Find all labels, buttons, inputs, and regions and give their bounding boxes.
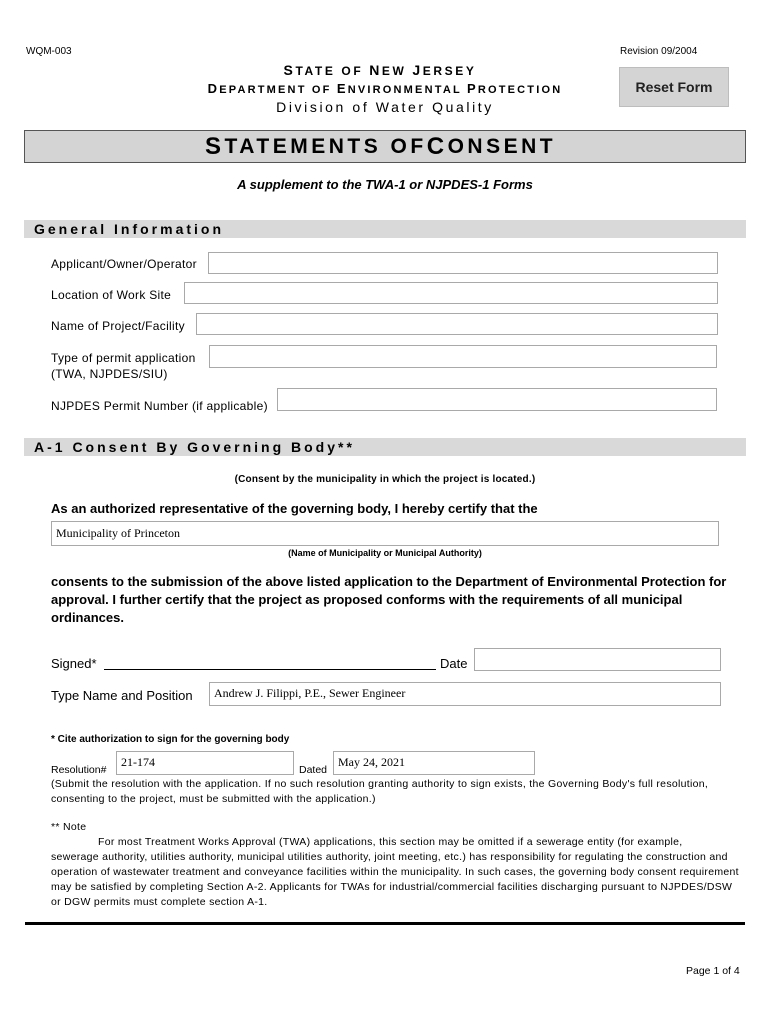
location-label: Location of Work Site — [51, 288, 172, 302]
certify-text: As an authorized representative of the governing body, I hereby certify that the — [51, 501, 538, 516]
submit-resolution-note: (Submit the resolution with the application. If no such resolution granting authority to sign exists, the Governing Body's full resolution, consenting to the project, must be submitted with the application.) — [51, 778, 709, 805]
consent-text: consents to the submission of the above listed application to the Department of Environmental Protection for approval. I further certify that the project as proposed conforms with the requirements of all municipal ordinances. — [51, 574, 727, 625]
permit-number-input[interactable] — [277, 388, 717, 411]
note-text-first-line: For most Treatment Works Approval (TWA) applications, this section may be omitted if a sewerage entity (for example, — [98, 836, 683, 848]
signature-line[interactable] — [104, 657, 436, 670]
project-input[interactable] — [196, 313, 718, 335]
reset-form-button[interactable]: Reset Form — [619, 67, 729, 107]
section-a1-consent: A-1 Consent By Governing Body** — [24, 438, 746, 456]
permit-type-label-sub: (TWA, NJPDES/SIU) — [51, 367, 168, 381]
form-code: WQM-003 — [26, 46, 72, 57]
dated-input[interactable]: May 24, 2021 — [333, 751, 535, 775]
type-name-input[interactable]: Andrew J. Filippi, P.E., Sewer Engineer — [209, 682, 721, 706]
revision-date: Revision 09/2004 — [620, 46, 698, 57]
date-input[interactable] — [474, 648, 721, 671]
state-heading: STATE OF NEW JERSEY — [283, 62, 477, 78]
bottom-divider — [25, 922, 745, 925]
permit-number-label: NJPDES Permit Number (if applicable) — [51, 399, 268, 413]
municipality-input[interactable]: Municipality of Princeton — [51, 521, 719, 546]
location-input[interactable] — [184, 282, 718, 304]
permit-type-label: Type of permit application — [51, 351, 196, 365]
resolution-label: Resolution# — [51, 764, 107, 776]
dated-label: Dated — [299, 764, 328, 776]
municipality-caption: (Name of Municipality or Municipal Authority) — [288, 548, 482, 558]
page-title: S TATEMENTS OF C ONSENT — [24, 130, 746, 163]
cite-authorization: * Cite authorization to sign for the governing body — [51, 734, 290, 745]
resolution-input[interactable]: 21-174 — [116, 751, 294, 775]
page-number: Page 1 of 4 — [686, 965, 740, 977]
subtitle: A supplement to the TWA-1 or NJPDES-1 Forms — [237, 177, 533, 192]
project-label: Name of Project/Facility — [51, 319, 185, 333]
a1-note: (Consent by the municipality in which the project is located.) — [234, 474, 536, 485]
department-heading: DEPARTMENT OF ENVIRONMENTAL PROTECTION — [207, 81, 563, 96]
note-heading: ** Note — [51, 821, 87, 833]
section-general-information: General Information — [24, 220, 746, 238]
date-label: Date — [440, 656, 468, 671]
permit-type-input[interactable] — [209, 345, 717, 368]
applicant-input[interactable] — [208, 252, 718, 274]
signed-label: Signed* — [51, 656, 97, 671]
division-heading: Division of Water Quality — [276, 99, 494, 115]
type-name-label: Type Name and Position — [51, 688, 193, 703]
note-text: sewerage authority, utilities authority, municipal utilities authority, joint meeting, etc.) has responsibility for regulating the construction and operation of wastewater treatment and conveyance facilities within the municipality. In such cases, the governing body consent requirement may be satisfied by completing Section A-2. Applicants for TWAs for industrial/commercial facilities discharging pursuant to NJPDES/DSW or DGW permits must complete section A-1. — [51, 851, 739, 908]
applicant-label: Applicant/Owner/Operator — [51, 257, 197, 271]
